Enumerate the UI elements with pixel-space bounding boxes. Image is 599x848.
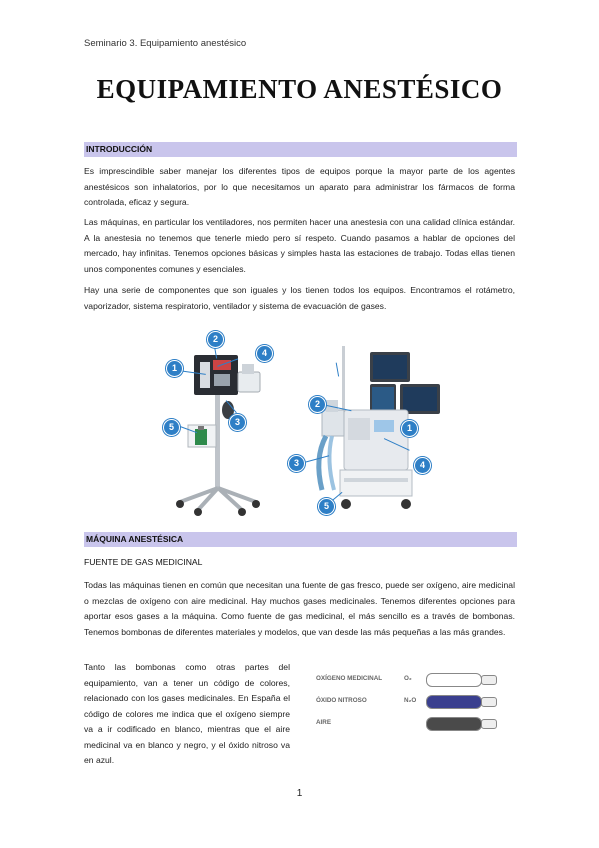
valve-icon (481, 697, 497, 707)
gas-color-code-figure (300, 668, 510, 734)
callout-badge-3: 3 (229, 414, 246, 431)
intro-paragraph-1: Es imprescindible saber manejar los diferentes tipos de equipos porque la mayor parte de los agentes anestésicos son inhalatorios, por lo que necesitamos un aparato para administrar los fármacos de forma controlada, eficaz y segura. (84, 166, 515, 207)
gas-name: AIRE (316, 719, 332, 726)
machine-paragraph-1: Todas las máquinas tienen en común que necesitan una fuente de gas fresco, puede ser oxígeno, aire medicinal o mezclas de oxígeno con aire medicinal. Hay muchos gases medicinales. Tenemos diferentes opciones para aportar esos gases a la máquina. Como fuente de gas medicinal, el más sencillo es a través de bombonas. Tenemos bombonas de diferentes materiales y modelos, que van desde las más pequeñas a las más grandes. (84, 580, 515, 637)
intro-paragraph-3: Hay una serie de componentes que son iguales y los tienen todos los equipos. Encontramos el rotámetro, vaporizador, sistema respiratorio, ventilador y sistema de evacuación de gases. (84, 285, 515, 311)
callout-badge-1: 1 (166, 360, 183, 377)
callout-badge-3: 3 (288, 455, 305, 472)
cylinder-black (426, 717, 482, 731)
figure-anesthesia-workstation (286, 340, 446, 518)
gas-formula: O₂ (404, 675, 412, 682)
page-title: EQUIPAMIENTO ANESTÉSICO (96, 74, 503, 104)
callout-badge-2: 2 (207, 331, 224, 348)
gas-row-oxido-nitroso (300, 692, 510, 712)
running-head: Seminario 3. Equipamiento anestésico (84, 38, 247, 49)
section-heading-introduccion: INTRODUCCIÓN (84, 142, 517, 157)
cylinder-blue (426, 695, 482, 709)
gas-row-oxigeno (300, 670, 510, 690)
gas-row-aire (300, 714, 510, 734)
callout-badge-4: 4 (414, 457, 431, 474)
callout-badge-5: 5 (163, 419, 180, 436)
workstation-illustration (286, 340, 446, 518)
intro-paragraph-2: Las máquinas, en particular los ventiladores, nos permiten hacer una anestesia con una calidad clínica estándar. A la anestesia no tenemos que tenerle miedo pero sí respeto. Cuando pasamos a hablar de opciones del mercado, hay infinitas. Tenemos opciones básicas y simples hasta las estaciones de trabajo. Todas ellas tienen unos componentes comunes y esenciales. (84, 217, 515, 274)
valve-icon (481, 719, 497, 729)
gas-name: ÓXIDO NITROSO (316, 697, 367, 704)
cylinder-white (426, 673, 482, 687)
gas-name: OXÍGENO MEDICINAL (316, 675, 383, 682)
callout-badge-5: 5 (318, 498, 335, 515)
machine-paragraph-2: Tanto las bombonas como otras partes del equipamiento, van a tener un código de colores, relacionado con los gases medicinales. En España el código de colores me indica que el oxígeno siempre va a ir codificado en blanco, mientras que el aire medicinal va en blanco y negro, y el óxido nitroso va en azul. (84, 662, 290, 765)
section-heading-maquina-anestesica: MÁQUINA ANESTÉSICA (84, 532, 517, 547)
callout-badge-2: 2 (309, 396, 326, 413)
page-number: 1 (296, 788, 303, 799)
gas-formula: N₂O (404, 697, 417, 704)
subsection-heading: FUENTE DE GAS MEDICINAL (84, 557, 203, 567)
callout-badge-4: 4 (256, 345, 273, 362)
valve-icon (481, 675, 497, 685)
callout-badge-1: 1 (401, 420, 418, 437)
